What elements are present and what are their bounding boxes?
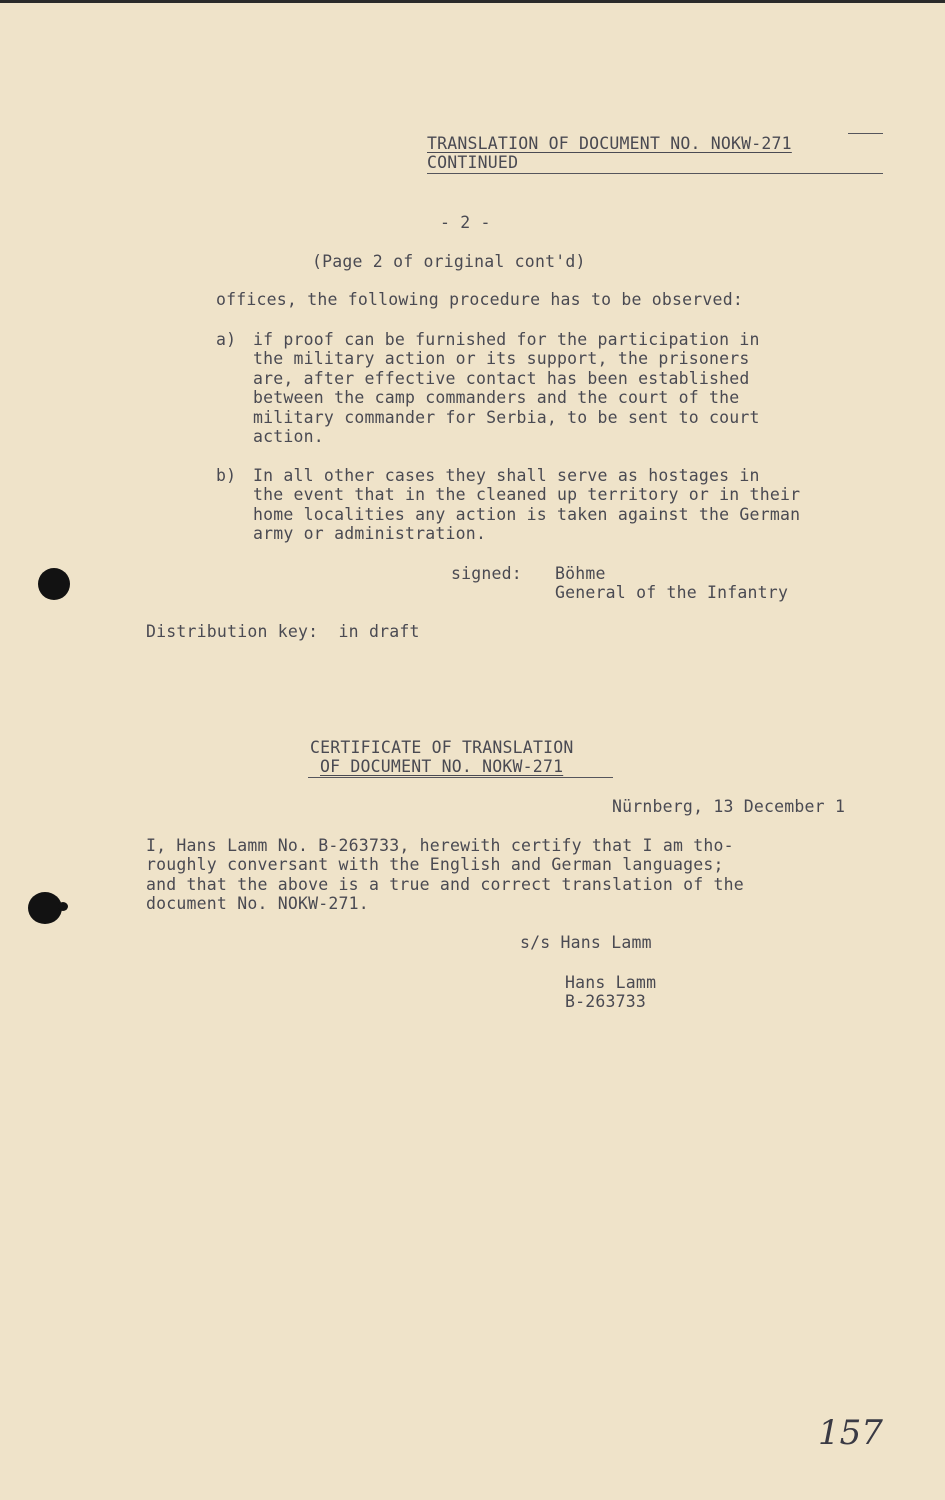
item-b-line: the event that in the cleaned up territory or in their — [253, 485, 801, 504]
handwritten-page-number: 157 — [818, 1413, 883, 1453]
certificate-name: Hans Lamm — [565, 973, 657, 992]
certificate-number: B-263733 — [565, 992, 647, 1011]
punch-hole-bottom — [28, 892, 62, 924]
certificate-place-date: Nürnberg, 13 December 1 — [612, 797, 846, 816]
certificate-signed: s/s Hans Lamm — [520, 933, 652, 952]
header-rule-bottom — [427, 173, 883, 174]
item-a-line: are, after effective contact has been established — [253, 369, 750, 388]
item-a-line: the military action or its support, the prisoners — [253, 349, 750, 368]
certificate-rule — [308, 777, 613, 778]
item-a-line: military commander for Serbia, to be sent to court — [253, 408, 760, 427]
certificate-subtitle: OF DOCUMENT NO. NOKW-271 — [320, 757, 564, 776]
header-title: TRANSLATION OF DOCUMENT NO. NOKW-271 — [427, 134, 792, 153]
punch-hole-top — [38, 568, 70, 600]
page-number: - 2 - — [440, 213, 491, 232]
item-b-line: In all other cases they shall serve as hostages in — [253, 466, 760, 485]
signature-name: Böhme — [555, 564, 606, 583]
intro-text: offices, the following procedure has to be observed: — [216, 290, 743, 309]
signature-title: General of the Infantry — [555, 583, 789, 602]
item-a-line: between the camp commanders and the court of the — [253, 388, 740, 407]
certificate-line: roughly conversant with the English and German languages; — [146, 855, 724, 874]
item-b-label: b) — [216, 466, 237, 485]
page-note: (Page 2 of original cont'd) — [312, 252, 586, 271]
certificate-title: CERTIFICATE OF TRANSLATION — [310, 738, 574, 757]
header-rule-top — [848, 133, 883, 134]
certificate-line: document No. NOKW-271. — [146, 894, 369, 913]
signature-label: signed: — [451, 564, 522, 583]
distribution-key: Distribution key: in draft — [146, 622, 420, 641]
item-a-label: a) — [216, 330, 237, 349]
scan-top-edge — [0, 0, 945, 3]
header-continued: CONTINUED — [427, 153, 519, 172]
item-a-line: if proof can be furnished for the participation in — [253, 330, 760, 349]
item-b-line: army or administration. — [253, 524, 487, 543]
punch-hole-bottom-mark — [58, 902, 68, 911]
item-a-line: action. — [253, 427, 324, 446]
item-b-line: home localities any action is taken against the German — [253, 505, 801, 524]
certificate-line: and that the above is a true and correct translation of the — [146, 875, 744, 894]
certificate-line: I, Hans Lamm No. B-263733, herewith certify that I am tho- — [146, 836, 734, 855]
